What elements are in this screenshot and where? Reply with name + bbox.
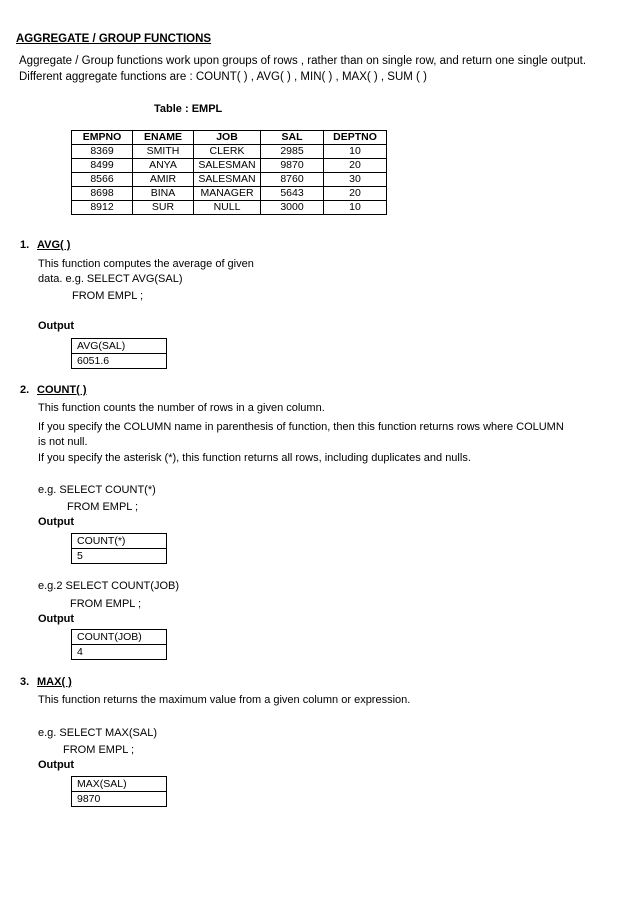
count-description-1: This function counts the number of rows in a given column.	[38, 402, 325, 414]
avg-description-2: data. e.g. SELECT AVG(SAL)	[38, 273, 183, 285]
section-heading-avg	[20, 239, 70, 251]
count-example-1: e.g. SELECT COUNT(*)	[38, 484, 156, 496]
table-header-row	[72, 131, 387, 145]
table-cell: 20	[324, 187, 387, 201]
table-row	[72, 173, 387, 187]
max-example: e.g. SELECT MAX(SAL)	[38, 727, 158, 739]
table-cell: NULL	[194, 201, 261, 215]
count-description-2: If you specify the COLUMN name in parenthesis of function, then this function returns rows where COLUMN	[38, 421, 564, 433]
table-cell: 8369	[72, 145, 133, 159]
table-cell: SALESMAN	[194, 173, 261, 187]
page-title: AGGREGATE / GROUP FUNCTIONS	[16, 33, 212, 45]
table-cell: AMIR	[133, 173, 194, 187]
count-example-2: e.g.2 SELECT COUNT(JOB)	[38, 580, 179, 592]
table-cell: 8760	[261, 173, 324, 187]
output-header: COUNT(JOB)	[72, 630, 167, 645]
table-row	[72, 201, 387, 215]
table-cell: 30	[324, 173, 387, 187]
table-row	[72, 187, 387, 201]
table-cell: 9870	[261, 159, 324, 173]
output-value: 6051.6	[72, 354, 167, 369]
section-number: 1.	[20, 239, 30, 251]
output-value: 4	[72, 645, 167, 660]
table-cell: CLERK	[194, 145, 261, 159]
table-cell: 8912	[72, 201, 133, 215]
section-number: 3.	[20, 676, 30, 688]
avg-description-1: This function computes the average of given	[38, 258, 254, 270]
column-header: DEPTNO	[324, 131, 387, 145]
section-heading-count	[20, 384, 87, 396]
count-description-4: If you specify the asterisk (*), this function returns all rows, including duplicates and nulls.	[38, 452, 471, 464]
output-value: 5	[72, 549, 167, 564]
max-from-clause: FROM EMPL ;	[63, 744, 135, 756]
table-cell: 20	[324, 159, 387, 173]
avg-from-clause: FROM EMPL ;	[72, 290, 144, 302]
column-header: ENAME	[133, 131, 194, 145]
table-cell: MANAGER	[194, 187, 261, 201]
table-cell: SMITH	[133, 145, 194, 159]
section-number: 2.	[20, 384, 30, 396]
table-cell: BINA	[133, 187, 194, 201]
section-title: COUNT( )	[37, 384, 87, 396]
section-title: MAX( )	[37, 676, 72, 688]
table-cell: 8698	[72, 187, 133, 201]
output-label: Output	[38, 516, 75, 528]
count-description-3: is not null.	[38, 436, 88, 448]
count-from-clause-1: FROM EMPL ;	[67, 501, 139, 513]
avg-output-table	[71, 338, 167, 369]
table-row	[72, 159, 387, 173]
output-header: COUNT(*)	[72, 534, 167, 549]
table-row	[72, 145, 387, 159]
table-cell: 8499	[72, 159, 133, 173]
output-header: AVG(SAL)	[72, 339, 167, 354]
section-title: AVG( )	[37, 239, 71, 251]
count-output-table-2	[71, 629, 167, 660]
output-value: 9870	[72, 792, 167, 807]
max-output-table	[71, 776, 167, 807]
count-from-clause-2: FROM EMPL ;	[70, 598, 142, 610]
table-cell: 10	[324, 201, 387, 215]
table-cell: 2985	[261, 145, 324, 159]
output-label: Output	[38, 613, 75, 625]
table-cell: 10	[324, 145, 387, 159]
column-header: JOB	[194, 131, 261, 145]
table-caption: Table : EMPL	[154, 103, 223, 115]
max-description-1: This function returns the maximum value from a given column or expression.	[38, 694, 411, 706]
section-heading-max	[20, 676, 72, 688]
output-label: Output	[38, 320, 75, 332]
intro-paragraph: Aggregate / Group functions work upon groups of rows , rather than on single row, and return one single output. Different aggregate functions are : COUNT( ) , AVG( ) , MIN( ) , MAX( ) , SUM ( )	[19, 55, 587, 83]
column-header: SAL	[261, 131, 324, 145]
output-header: MAX(SAL)	[72, 777, 167, 792]
table-cell: 5643	[261, 187, 324, 201]
empl-table	[71, 130, 387, 215]
table-cell: 8566	[72, 173, 133, 187]
table-cell: SUR	[133, 201, 194, 215]
count-output-table-1	[71, 533, 167, 564]
table-cell: ANYA	[133, 159, 194, 173]
table-cell: 3000	[261, 201, 324, 215]
column-header: EMPNO	[72, 131, 133, 145]
table-cell: SALESMAN	[194, 159, 261, 173]
output-label: Output	[38, 759, 75, 771]
